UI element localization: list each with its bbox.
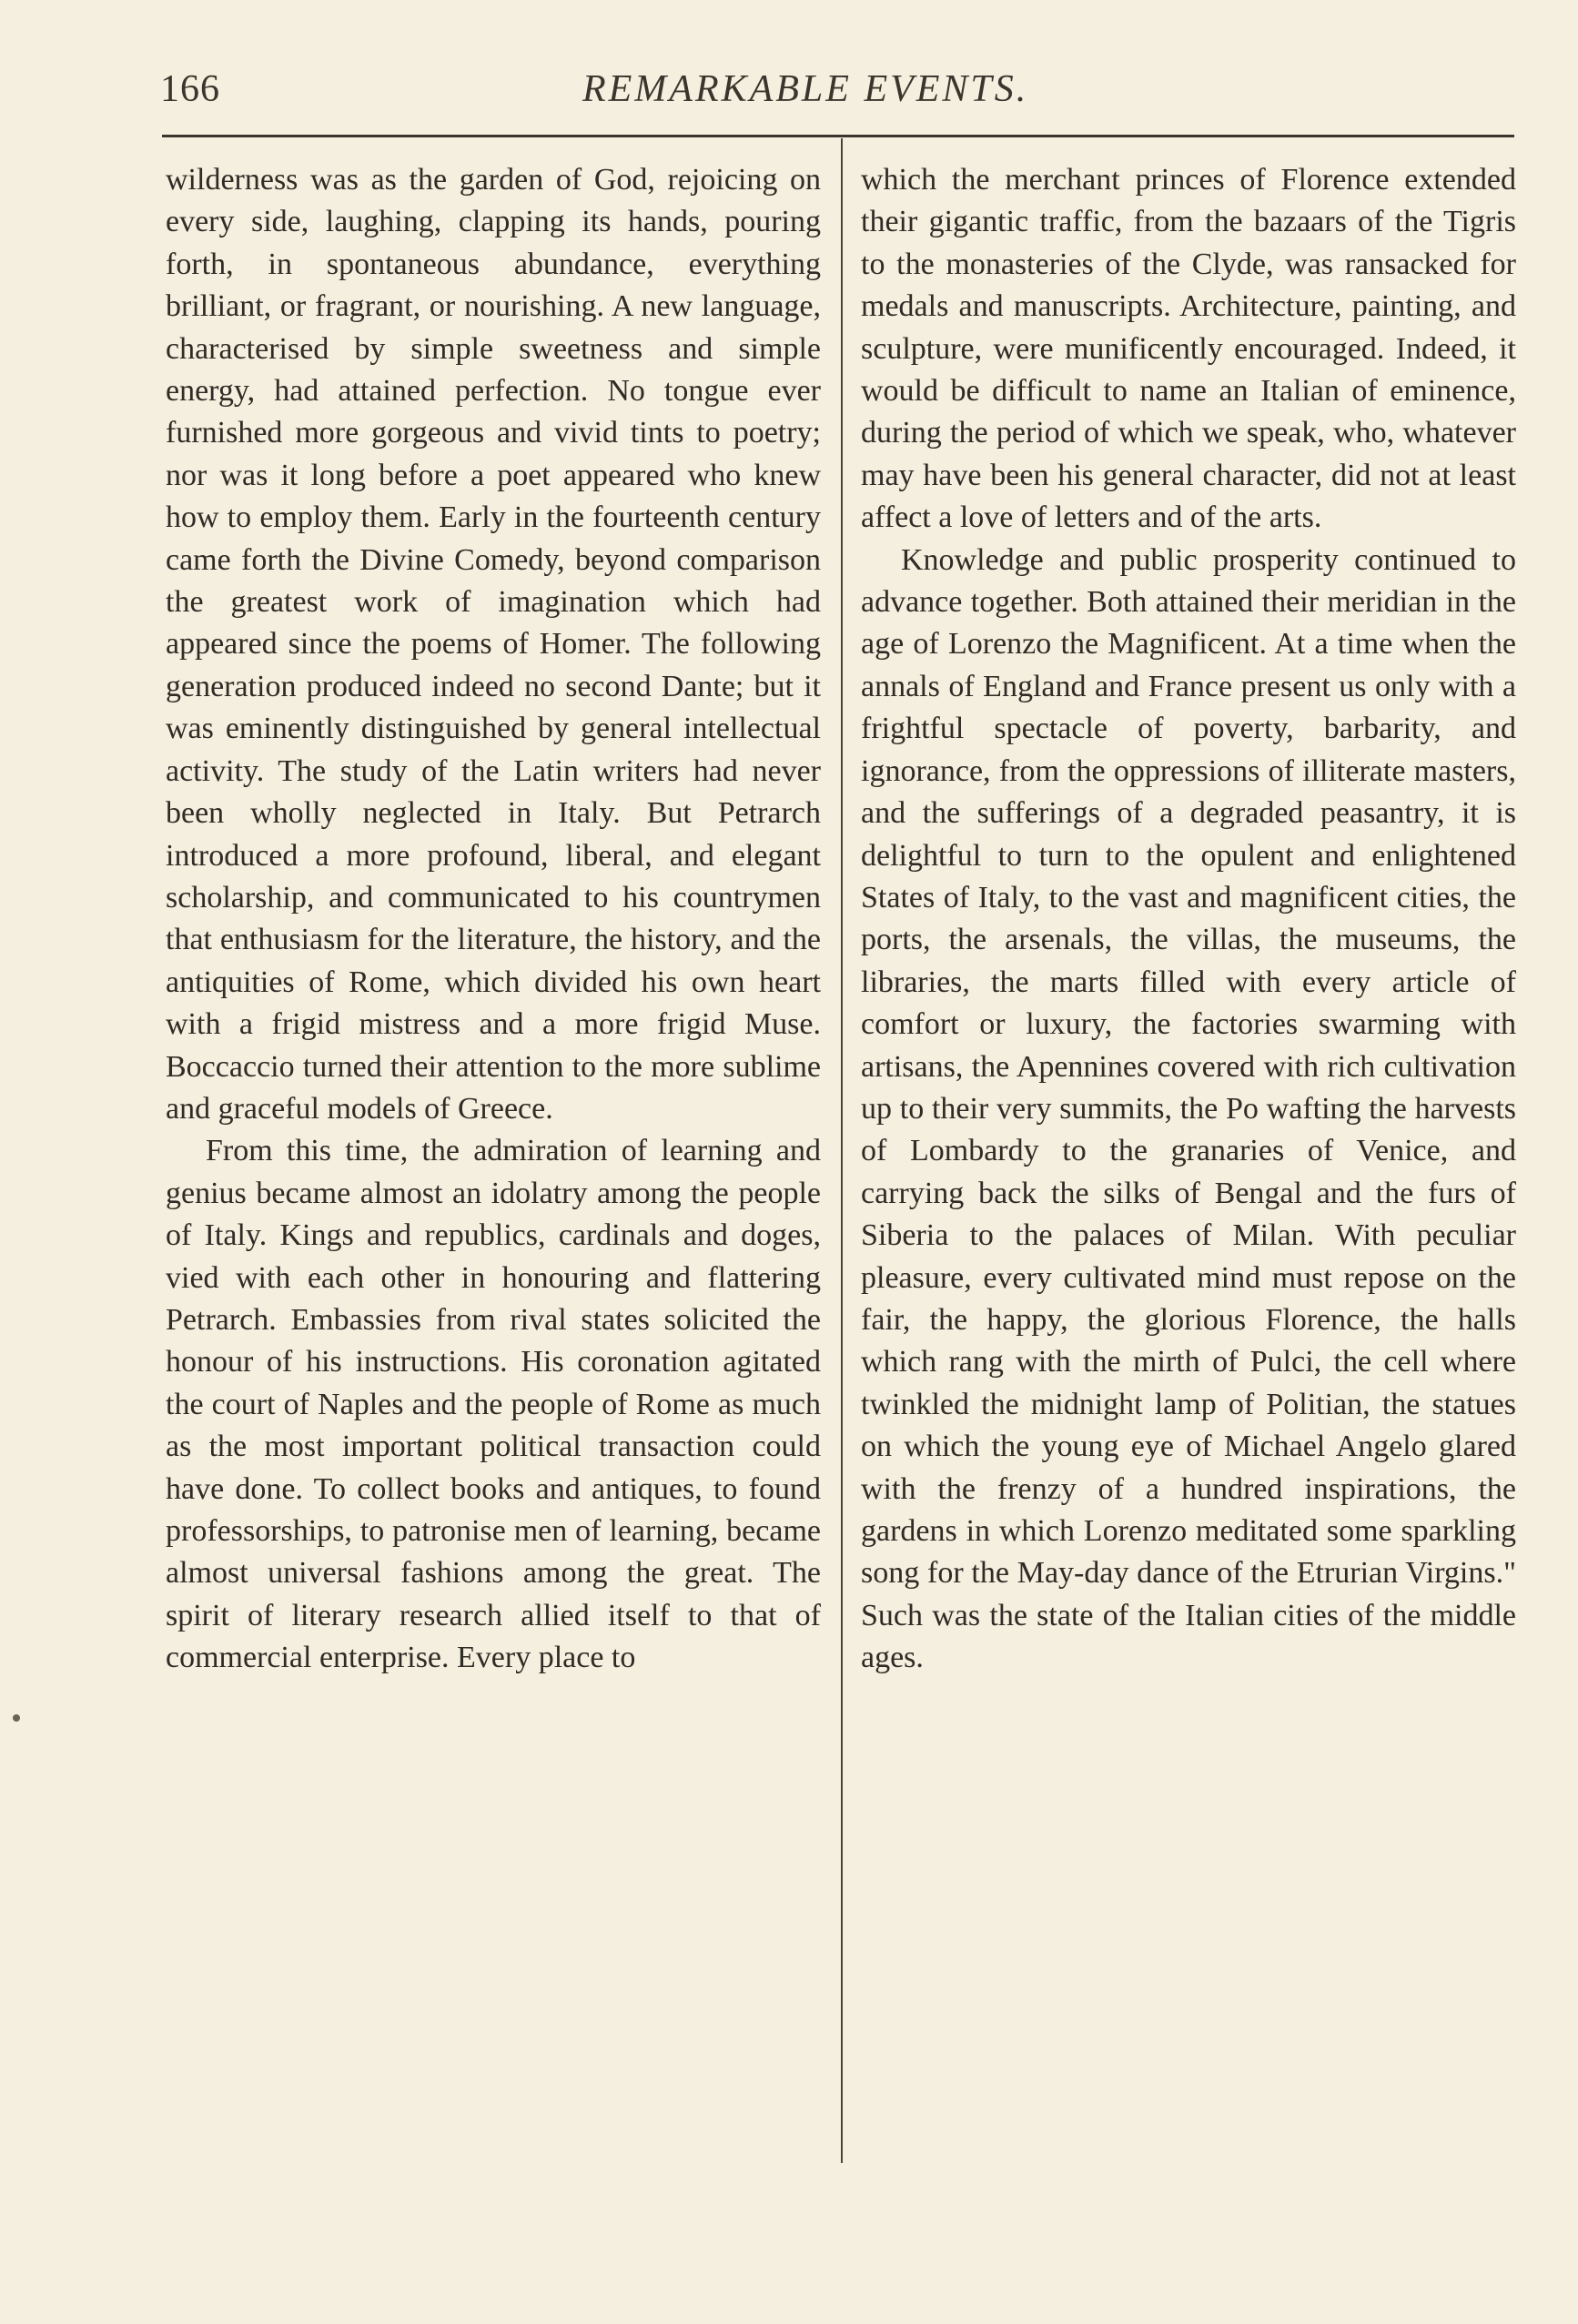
running-title: REMARKABLE EVENTS. <box>582 68 1029 110</box>
paragraph: Knowledge and public prosperity continued to advance together. Both attained their meridian in the age of Lorenzo the Magnificent. At a time when the annals of England and France present us only with a frightful spectacle of poverty, barbarity, and ignorance, from the oppressions of illiterate masters, and the sufferings of a degraded peasantry, it is delightful to turn to the opulent and enlightened States of Italy, to the vast and magnificent cities, the ports, the arsenals, the villas, the museums, the libraries, the marts filled with every article of comfort or luxury, the factories swarming with artisans, the Apennines covered with rich cultivation up to their very summits, the Po wafting the harvests of Lombardy to the granaries of Venice, and carrying back the silks of Bengal and the furs of Siberia to the palaces of Milan. With peculiar pleasure, every cultivated mind must repose on the fair, the happy, the glorious Florence, the halls which rang with the mirth of Pulci, the cell where twinkled the midnight lamp of Politian, the statues on which the young eye of Michael Angelo glared with the frenzy of a hundred inspirations, the gardens in which Lorenzo meditated some sparkling song for the May-day dance of the Etrurian Virgins." Such was the state of the Italian cities of the middle ages. <box>861 542 1516 1675</box>
margin-mark <box>13 1714 20 1722</box>
column-divider <box>841 138 843 2163</box>
paragraph: which the merchant princes of Florence extended their gigantic traffic, from the bazaars of the Tigris to the monasteries of the Clyde, was ransacked for medals and manuscripts. Architecture, painting, and sculpture, were munificently encouraged. Indeed, it would be difficult to name an Italian of eminence, during the period of which we speak, who, whatever may have been his general character, did not at least affect a love of letters and of the arts. <box>861 163 1516 535</box>
paragraph: From this time, the admiration of learning and genius became almost an idolatry among the people of Italy. Kings and republics, cardinals and doges, vied with each other in honouring and flattering Petrarch. Embassies from rival states solicited the honour of his instructions. His coronation agitated the court of Naples and the people of Rome as much as the most important political transaction could have done. To collect books and antiques, to found professorships, to patronise men of learning, became almost universal fashions among the great. The spirit of literary research allied itself to that of commercial enterprise. Every place to <box>166 1134 821 1675</box>
right-column <box>861 159 1516 1680</box>
page-number: 166 <box>160 68 220 110</box>
header-rule <box>162 135 1514 137</box>
left-column <box>166 159 821 1680</box>
page-header <box>0 0 1578 136</box>
paragraph: wilderness was as the garden of God, rejoicing on every side, laughing, clapping its hands, pouring forth, in spontaneous abundance, everything brilliant, or fragrant, or nourishing. A new language, characterised by simple sweetness and simple energy, had attained perfection. No tongue ever furnished more gorgeous and vivid tints to poetry; nor was it long before a poet appeared who knew how to employ them. Early in the fourteenth century came forth the Divine Comedy, beyond comparison the greatest work of imagination which had appeared since the poems of Homer. The following generation produced indeed no second Dante; but it was eminently distinguished by general intellectual activity. The study of the Latin writers had never been wholly neglected in Italy. But Petrarch introduced a more profound, liberal, and elegant scholarship, and communicated to his countrymen that enthusiasm for the literature, the history, and the antiquities of Rome, which divided his own heart with a frigid mistress and a more frigid Muse. Boccaccio turned their attention to the more sublime and graceful models of Greece. <box>166 163 821 1126</box>
